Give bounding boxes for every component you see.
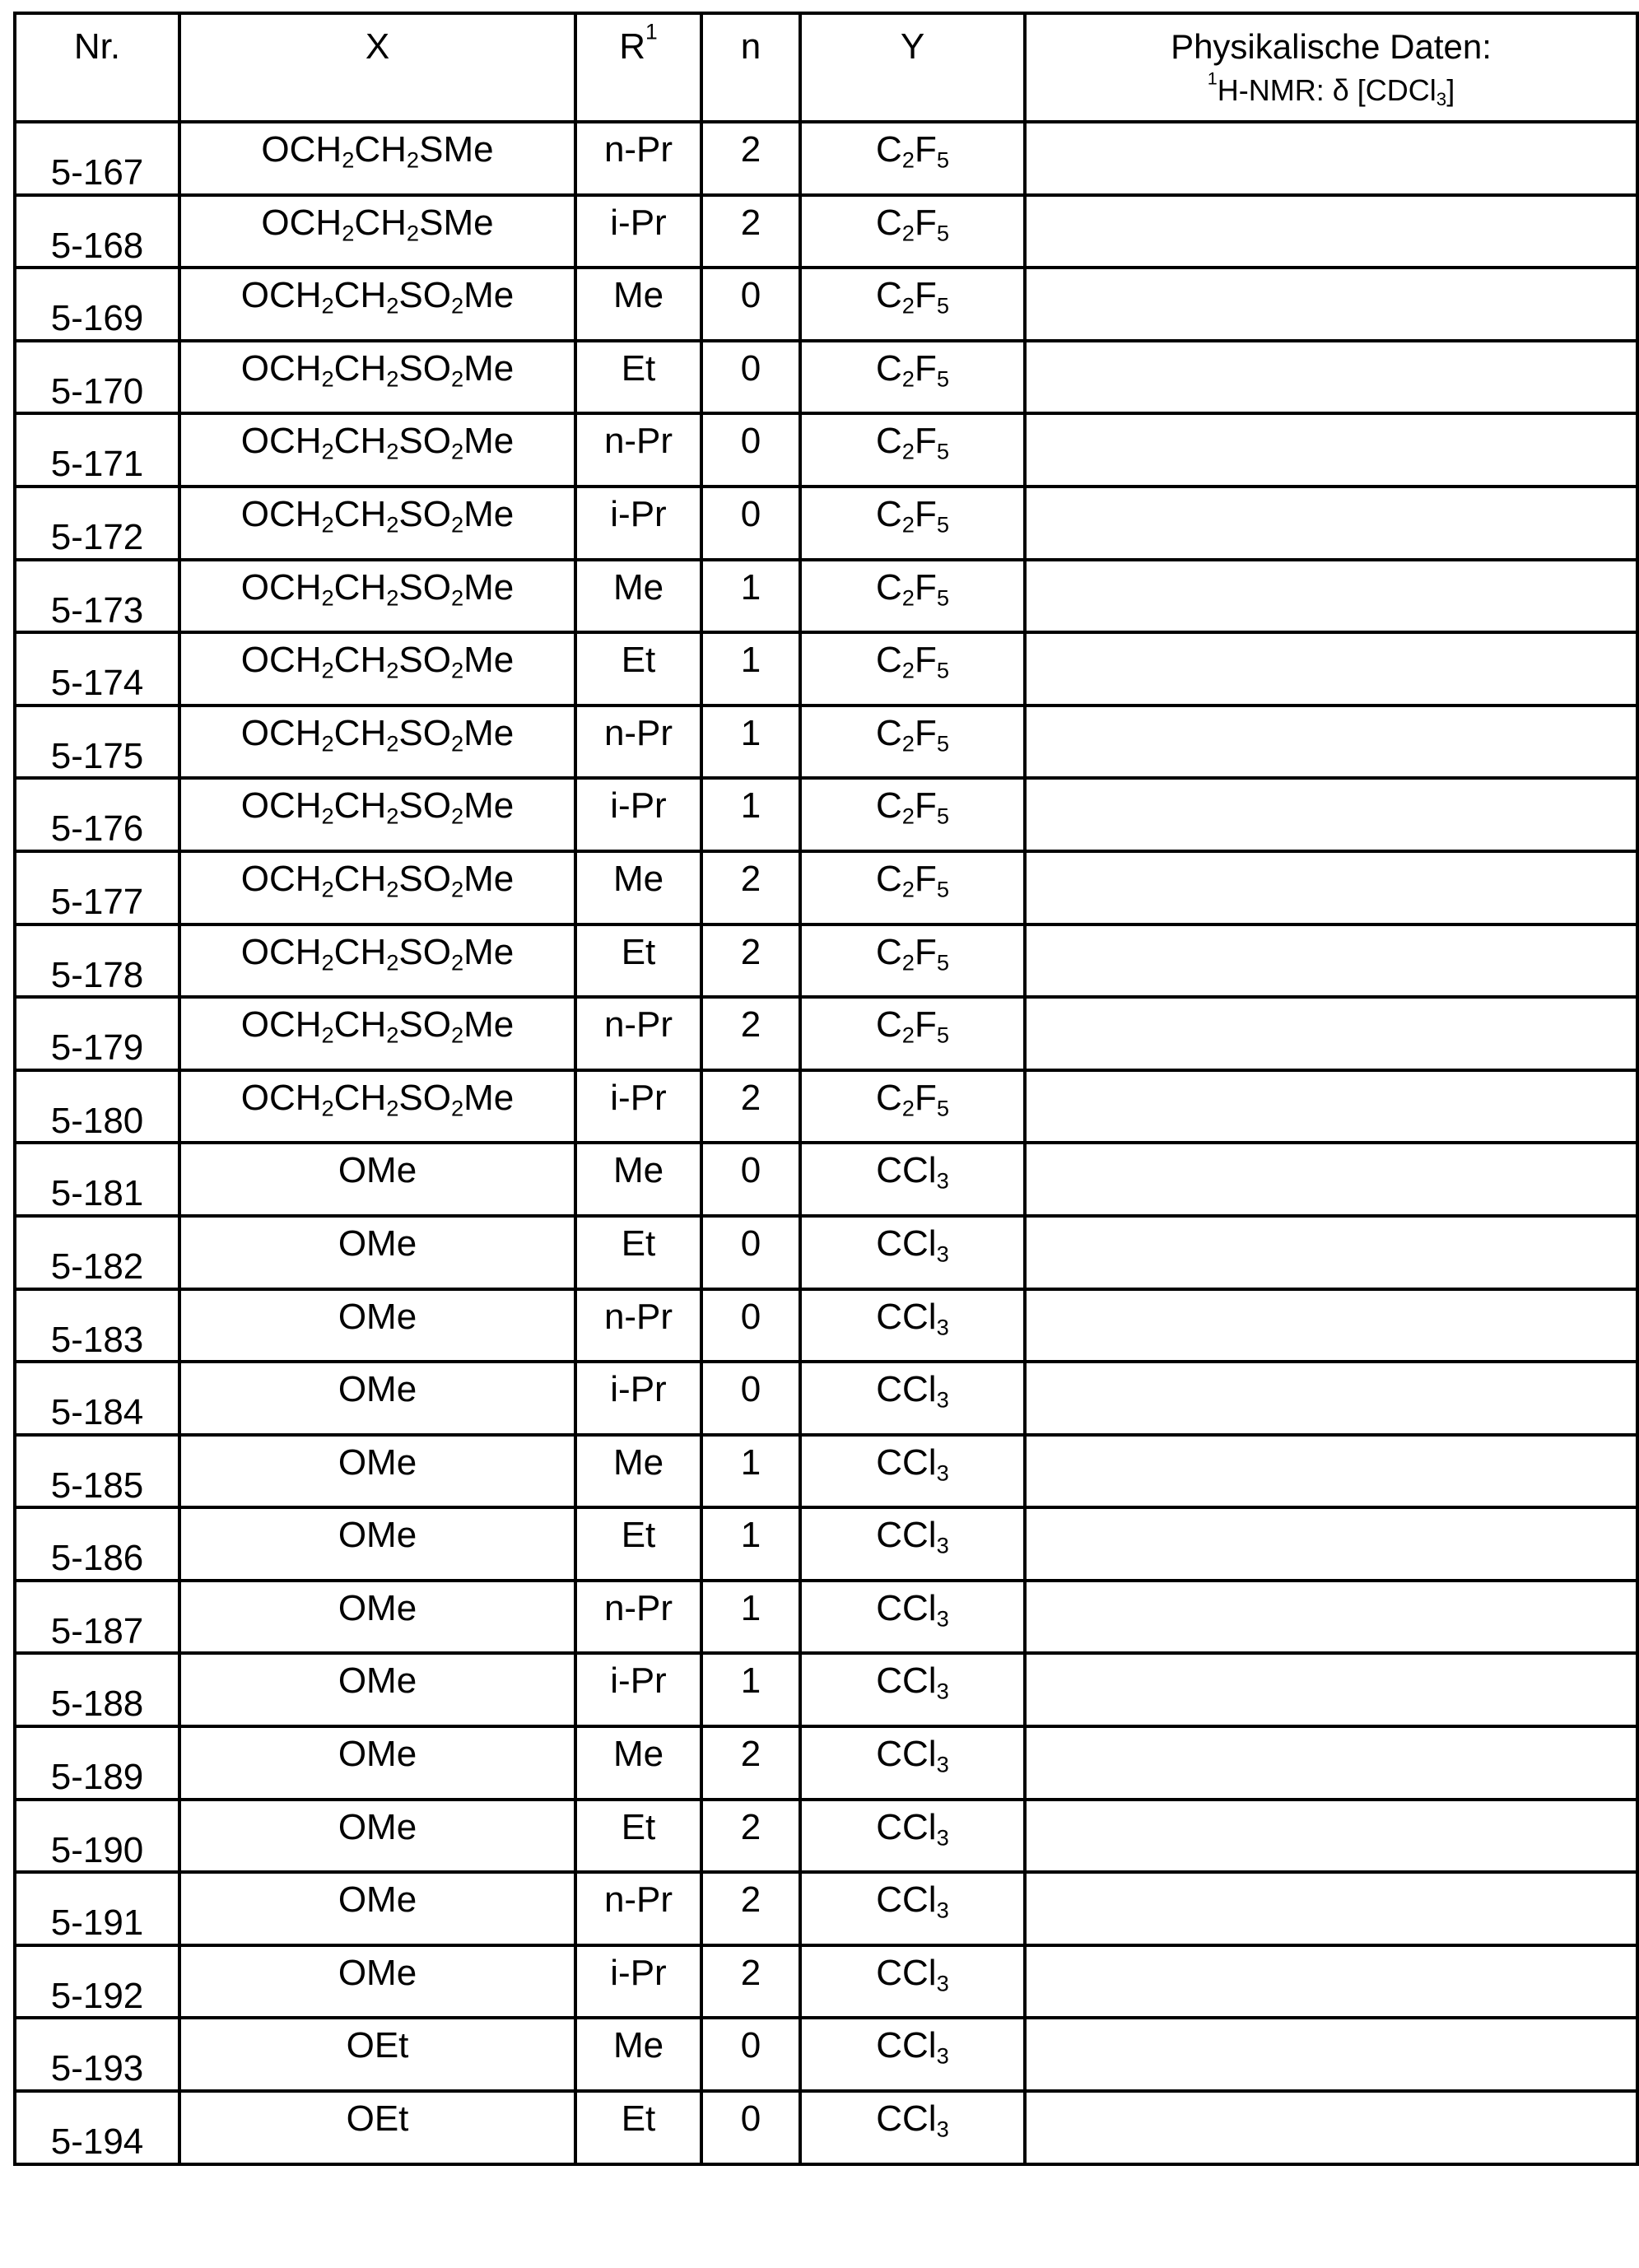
cell-x: $OCH_2CH_2SO_2Me$ bbox=[179, 487, 575, 560]
table-row bbox=[15, 1872, 1637, 1945]
cell-n: 1 bbox=[701, 632, 800, 706]
table-row bbox=[15, 1216, 1637, 1289]
table-row bbox=[15, 706, 1637, 779]
cell-n: 1 bbox=[701, 1435, 800, 1508]
cell-n: 0 bbox=[701, 2091, 800, 2164]
header-y: Y bbox=[800, 13, 1025, 122]
cell-r1: Et bbox=[575, 632, 701, 706]
cell-y: $C_2F_5$ bbox=[800, 632, 1025, 706]
cell-y: $C_2F_5$ bbox=[800, 487, 1025, 560]
cell-n: 1 bbox=[701, 706, 800, 779]
cell-n: 2 bbox=[701, 1070, 800, 1143]
cell-physical-data bbox=[1025, 1435, 1637, 1508]
table-row bbox=[15, 341, 1637, 414]
table-row bbox=[15, 924, 1637, 998]
cell-y: $C_2F_5$ bbox=[800, 341, 1025, 414]
table-row bbox=[15, 413, 1637, 487]
cell-x: OMe bbox=[179, 1143, 575, 1216]
cell-x: $OCH_2CH_2SO_2Me$ bbox=[179, 268, 575, 341]
cell-nr: 5-167 bbox=[15, 122, 179, 195]
cell-y: $C_2F_5$ bbox=[800, 924, 1025, 998]
cell-n: 2 bbox=[701, 924, 800, 998]
table-row bbox=[15, 1726, 1637, 1800]
cell-x: OMe bbox=[179, 1945, 575, 2019]
table-row bbox=[15, 1653, 1637, 1726]
cell-y: CCl$_3$ bbox=[800, 1800, 1025, 1873]
cell-x: OMe bbox=[179, 1362, 575, 1435]
table-row bbox=[15, 1435, 1637, 1508]
table-row bbox=[15, 2018, 1637, 2091]
cell-y: CCl$_3$ bbox=[800, 1653, 1025, 1726]
cell-r1: n-Pr bbox=[575, 413, 701, 487]
cell-n: 2 bbox=[701, 1945, 800, 2019]
cell-r1: i-Pr bbox=[575, 1945, 701, 2019]
cell-x: $OCH_2CH_2SO_2Me$ bbox=[179, 1070, 575, 1143]
cell-x: $OCH_2CH_2SO_2Me$ bbox=[179, 778, 575, 851]
cell-x: $OCH_2CH_2SO_2Me$ bbox=[179, 706, 575, 779]
cell-y: CCl$_3$ bbox=[800, 1507, 1025, 1581]
cell-r1: Et bbox=[575, 341, 701, 414]
cell-x: $OCH_2CH_2SO_2Me$ bbox=[179, 851, 575, 924]
cell-y: $C_2F_5$ bbox=[800, 268, 1025, 341]
cell-physical-data bbox=[1025, 1726, 1637, 1800]
cell-n: 2 bbox=[701, 195, 800, 268]
cell-x: $OCH_2CH_2SO_2Me$ bbox=[179, 341, 575, 414]
cell-x: $OCH_2CH_2SO_2Me$ bbox=[179, 632, 575, 706]
cell-r1: i-Pr bbox=[575, 778, 701, 851]
cell-r1: Me bbox=[575, 268, 701, 341]
cell-x: OEt bbox=[179, 2091, 575, 2164]
cell-y: CCl$_3$ bbox=[800, 1362, 1025, 1435]
cell-r1: i-Pr bbox=[575, 195, 701, 268]
table-row bbox=[15, 122, 1637, 195]
cell-x: $OCH_2CH_2SO_2Me$ bbox=[179, 997, 575, 1070]
cell-physical-data bbox=[1025, 1143, 1637, 1216]
cell-n: 0 bbox=[701, 1143, 800, 1216]
cell-n: 0 bbox=[701, 1289, 800, 1362]
cell-nr: 5-169 bbox=[15, 268, 179, 341]
cell-physical-data bbox=[1025, 560, 1637, 633]
cell-nr: 5-184 bbox=[15, 1362, 179, 1435]
cell-r1: i-Pr bbox=[575, 1070, 701, 1143]
table-row bbox=[15, 778, 1637, 851]
cell-x: OEt bbox=[179, 2018, 575, 2091]
cell-nr: 5-189 bbox=[15, 1726, 179, 1800]
cell-nr: 5-178 bbox=[15, 924, 179, 998]
cell-r1: i-Pr bbox=[575, 1362, 701, 1435]
cell-y: CCl$_3$ bbox=[800, 2018, 1025, 2091]
cell-r1: Et bbox=[575, 1216, 701, 1289]
cell-physical-data bbox=[1025, 2091, 1637, 2164]
cell-physical-data bbox=[1025, 778, 1637, 851]
cell-y: CCl$_3$ bbox=[800, 1289, 1025, 1362]
cell-physical-data bbox=[1025, 487, 1637, 560]
cell-nr: 5-191 bbox=[15, 1872, 179, 1945]
table-row bbox=[15, 997, 1637, 1070]
table-row bbox=[15, 2091, 1637, 2164]
cell-r1: n-Pr bbox=[575, 997, 701, 1070]
cell-physical-data bbox=[1025, 1507, 1637, 1581]
cell-y: $C_2F_5$ bbox=[800, 778, 1025, 851]
table-row bbox=[15, 268, 1637, 341]
cell-y: $C_2F_5$ bbox=[800, 851, 1025, 924]
header-r1 bbox=[575, 13, 701, 122]
cell-n: 1 bbox=[701, 560, 800, 633]
cell-nr: 5-181 bbox=[15, 1143, 179, 1216]
cell-r1: Et bbox=[575, 2091, 701, 2164]
cell-r1: Me bbox=[575, 851, 701, 924]
cell-x: OMe bbox=[179, 1800, 575, 1873]
cell-y: $C_2F_5$ bbox=[800, 997, 1025, 1070]
table-row bbox=[15, 1362, 1637, 1435]
cell-physical-data bbox=[1025, 268, 1637, 341]
cell-y: $C_2F_5$ bbox=[800, 195, 1025, 268]
header-r1-sup: 1 bbox=[645, 19, 658, 44]
cell-nr: 5-190 bbox=[15, 1800, 179, 1873]
cell-nr: 5-192 bbox=[15, 1945, 179, 2019]
header-physical-data bbox=[1025, 13, 1637, 122]
cell-nr: 5-174 bbox=[15, 632, 179, 706]
header-n: n bbox=[701, 13, 800, 122]
cell-nr: 5-194 bbox=[15, 2091, 179, 2164]
cell-nr: 5-185 bbox=[15, 1435, 179, 1508]
cell-nr: 5-182 bbox=[15, 1216, 179, 1289]
cell-y: $C_2F_5$ bbox=[800, 1070, 1025, 1143]
cell-r1: i-Pr bbox=[575, 487, 701, 560]
cell-x: OMe bbox=[179, 1216, 575, 1289]
cell-y: CCl$_3$ bbox=[800, 1945, 1025, 2019]
cell-r1: Et bbox=[575, 1507, 701, 1581]
cell-x: $OCH_2CH_2SO_2Me$ bbox=[179, 413, 575, 487]
cell-x: OMe bbox=[179, 1581, 575, 1654]
cell-physical-data bbox=[1025, 1872, 1637, 1945]
cell-r1: Me bbox=[575, 560, 701, 633]
cell-physical-data bbox=[1025, 1216, 1637, 1289]
cell-n: 2 bbox=[701, 1800, 800, 1873]
cell-y: $C_2F_5$ bbox=[800, 413, 1025, 487]
cell-n: 2 bbox=[701, 997, 800, 1070]
cell-n: 0 bbox=[701, 413, 800, 487]
table-row bbox=[15, 1143, 1637, 1216]
cell-y: $C_2F_5$ bbox=[800, 706, 1025, 779]
cell-physical-data bbox=[1025, 997, 1637, 1070]
cell-physical-data bbox=[1025, 1581, 1637, 1654]
cell-n: 1 bbox=[701, 1581, 800, 1654]
cell-nr: 5-175 bbox=[15, 706, 179, 779]
table-row bbox=[15, 632, 1637, 706]
cell-y: $C_2F_5$ bbox=[800, 122, 1025, 195]
cell-nr: 5-168 bbox=[15, 195, 179, 268]
cell-nr: 5-188 bbox=[15, 1653, 179, 1726]
cell-physical-data bbox=[1025, 1800, 1637, 1873]
cell-x: OMe bbox=[179, 1726, 575, 1800]
table-row bbox=[15, 1581, 1637, 1654]
cell-n: 0 bbox=[701, 2018, 800, 2091]
cell-physical-data bbox=[1025, 1289, 1637, 1362]
cell-physical-data bbox=[1025, 1653, 1637, 1726]
cell-x: $OCH_2CH_2SMe$ bbox=[179, 122, 575, 195]
cell-r1: Et bbox=[575, 924, 701, 998]
cell-n: 0 bbox=[701, 487, 800, 560]
cell-x: $OCH_2CH_2SMe$ bbox=[179, 195, 575, 268]
cell-n: 0 bbox=[701, 1362, 800, 1435]
cell-physical-data bbox=[1025, 632, 1637, 706]
cell-x: OMe bbox=[179, 1872, 575, 1945]
header-r1-base: R bbox=[619, 26, 646, 67]
table-row bbox=[15, 195, 1637, 268]
cell-physical-data bbox=[1025, 1945, 1637, 2019]
cell-r1: n-Pr bbox=[575, 1872, 701, 1945]
cell-r1: n-Pr bbox=[575, 122, 701, 195]
cell-physical-data bbox=[1025, 706, 1637, 779]
cell-n: 1 bbox=[701, 778, 800, 851]
header-phys-line2: $^1$H-NMR: δ [CDCl$_3$] bbox=[1207, 68, 1455, 110]
table-row bbox=[15, 1800, 1637, 1873]
cell-x: OMe bbox=[179, 1435, 575, 1508]
cell-n: 2 bbox=[701, 122, 800, 195]
header-row bbox=[15, 13, 1637, 122]
cell-n: 2 bbox=[701, 1726, 800, 1800]
cell-physical-data bbox=[1025, 851, 1637, 924]
cell-physical-data bbox=[1025, 122, 1637, 195]
cell-x: OMe bbox=[179, 1653, 575, 1726]
cell-nr: 5-171 bbox=[15, 413, 179, 487]
cell-y: CCl$_3$ bbox=[800, 1143, 1025, 1216]
cell-r1: n-Pr bbox=[575, 706, 701, 779]
cell-r1: Me bbox=[575, 1143, 701, 1216]
cell-nr: 5-172 bbox=[15, 487, 179, 560]
cell-r1: Me bbox=[575, 1726, 701, 1800]
cell-nr: 5-179 bbox=[15, 997, 179, 1070]
cell-n: 2 bbox=[701, 851, 800, 924]
cell-r1: n-Pr bbox=[575, 1289, 701, 1362]
table-row bbox=[15, 1070, 1637, 1143]
cell-physical-data bbox=[1025, 341, 1637, 414]
compound-table bbox=[13, 12, 1639, 2166]
table-row bbox=[15, 487, 1637, 560]
cell-nr: 5-186 bbox=[15, 1507, 179, 1581]
cell-y: CCl$_3$ bbox=[800, 1581, 1025, 1654]
cell-y: CCl$_3$ bbox=[800, 1435, 1025, 1508]
cell-nr: 5-180 bbox=[15, 1070, 179, 1143]
cell-nr: 5-173 bbox=[15, 560, 179, 633]
cell-physical-data bbox=[1025, 924, 1637, 998]
cell-x: OMe bbox=[179, 1289, 575, 1362]
cell-n: 0 bbox=[701, 268, 800, 341]
cell-x: OMe bbox=[179, 1507, 575, 1581]
table-row bbox=[15, 1289, 1637, 1362]
cell-x: $OCH_2CH_2SO_2Me$ bbox=[179, 560, 575, 633]
cell-r1: i-Pr bbox=[575, 1653, 701, 1726]
cell-nr: 5-177 bbox=[15, 851, 179, 924]
cell-n: 1 bbox=[701, 1507, 800, 1581]
cell-nr: 5-187 bbox=[15, 1581, 179, 1654]
cell-y: CCl$_3$ bbox=[800, 2091, 1025, 2164]
cell-n: 0 bbox=[701, 341, 800, 414]
cell-nr: 5-170 bbox=[15, 341, 179, 414]
cell-y: CCl$_3$ bbox=[800, 1216, 1025, 1289]
cell-physical-data bbox=[1025, 195, 1637, 268]
table-body bbox=[15, 122, 1637, 2164]
header-phys-line1: Physikalische Daten: bbox=[1171, 27, 1492, 66]
cell-n: 2 bbox=[701, 1872, 800, 1945]
table-row bbox=[15, 1507, 1637, 1581]
cell-y: CCl$_3$ bbox=[800, 1872, 1025, 1945]
header-nr: Nr. bbox=[15, 13, 179, 122]
cell-x: $OCH_2CH_2SO_2Me$ bbox=[179, 924, 575, 998]
header-x: X bbox=[179, 13, 575, 122]
cell-physical-data bbox=[1025, 413, 1637, 487]
cell-r1: Me bbox=[575, 1435, 701, 1508]
cell-physical-data bbox=[1025, 1070, 1637, 1143]
cell-nr: 5-183 bbox=[15, 1289, 179, 1362]
cell-physical-data bbox=[1025, 2018, 1637, 2091]
cell-r1: Me bbox=[575, 2018, 701, 2091]
cell-physical-data bbox=[1025, 1362, 1637, 1435]
cell-r1: n-Pr bbox=[575, 1581, 701, 1654]
cell-nr: 5-193 bbox=[15, 2018, 179, 2091]
cell-n: 0 bbox=[701, 1216, 800, 1289]
table-row bbox=[15, 560, 1637, 633]
cell-n: 1 bbox=[701, 1653, 800, 1726]
cell-r1: Et bbox=[575, 1800, 701, 1873]
cell-nr: 5-176 bbox=[15, 778, 179, 851]
table-row bbox=[15, 1945, 1637, 2019]
table-row bbox=[15, 851, 1637, 924]
cell-y: CCl$_3$ bbox=[800, 1726, 1025, 1800]
cell-y: $C_2F_5$ bbox=[800, 560, 1025, 633]
